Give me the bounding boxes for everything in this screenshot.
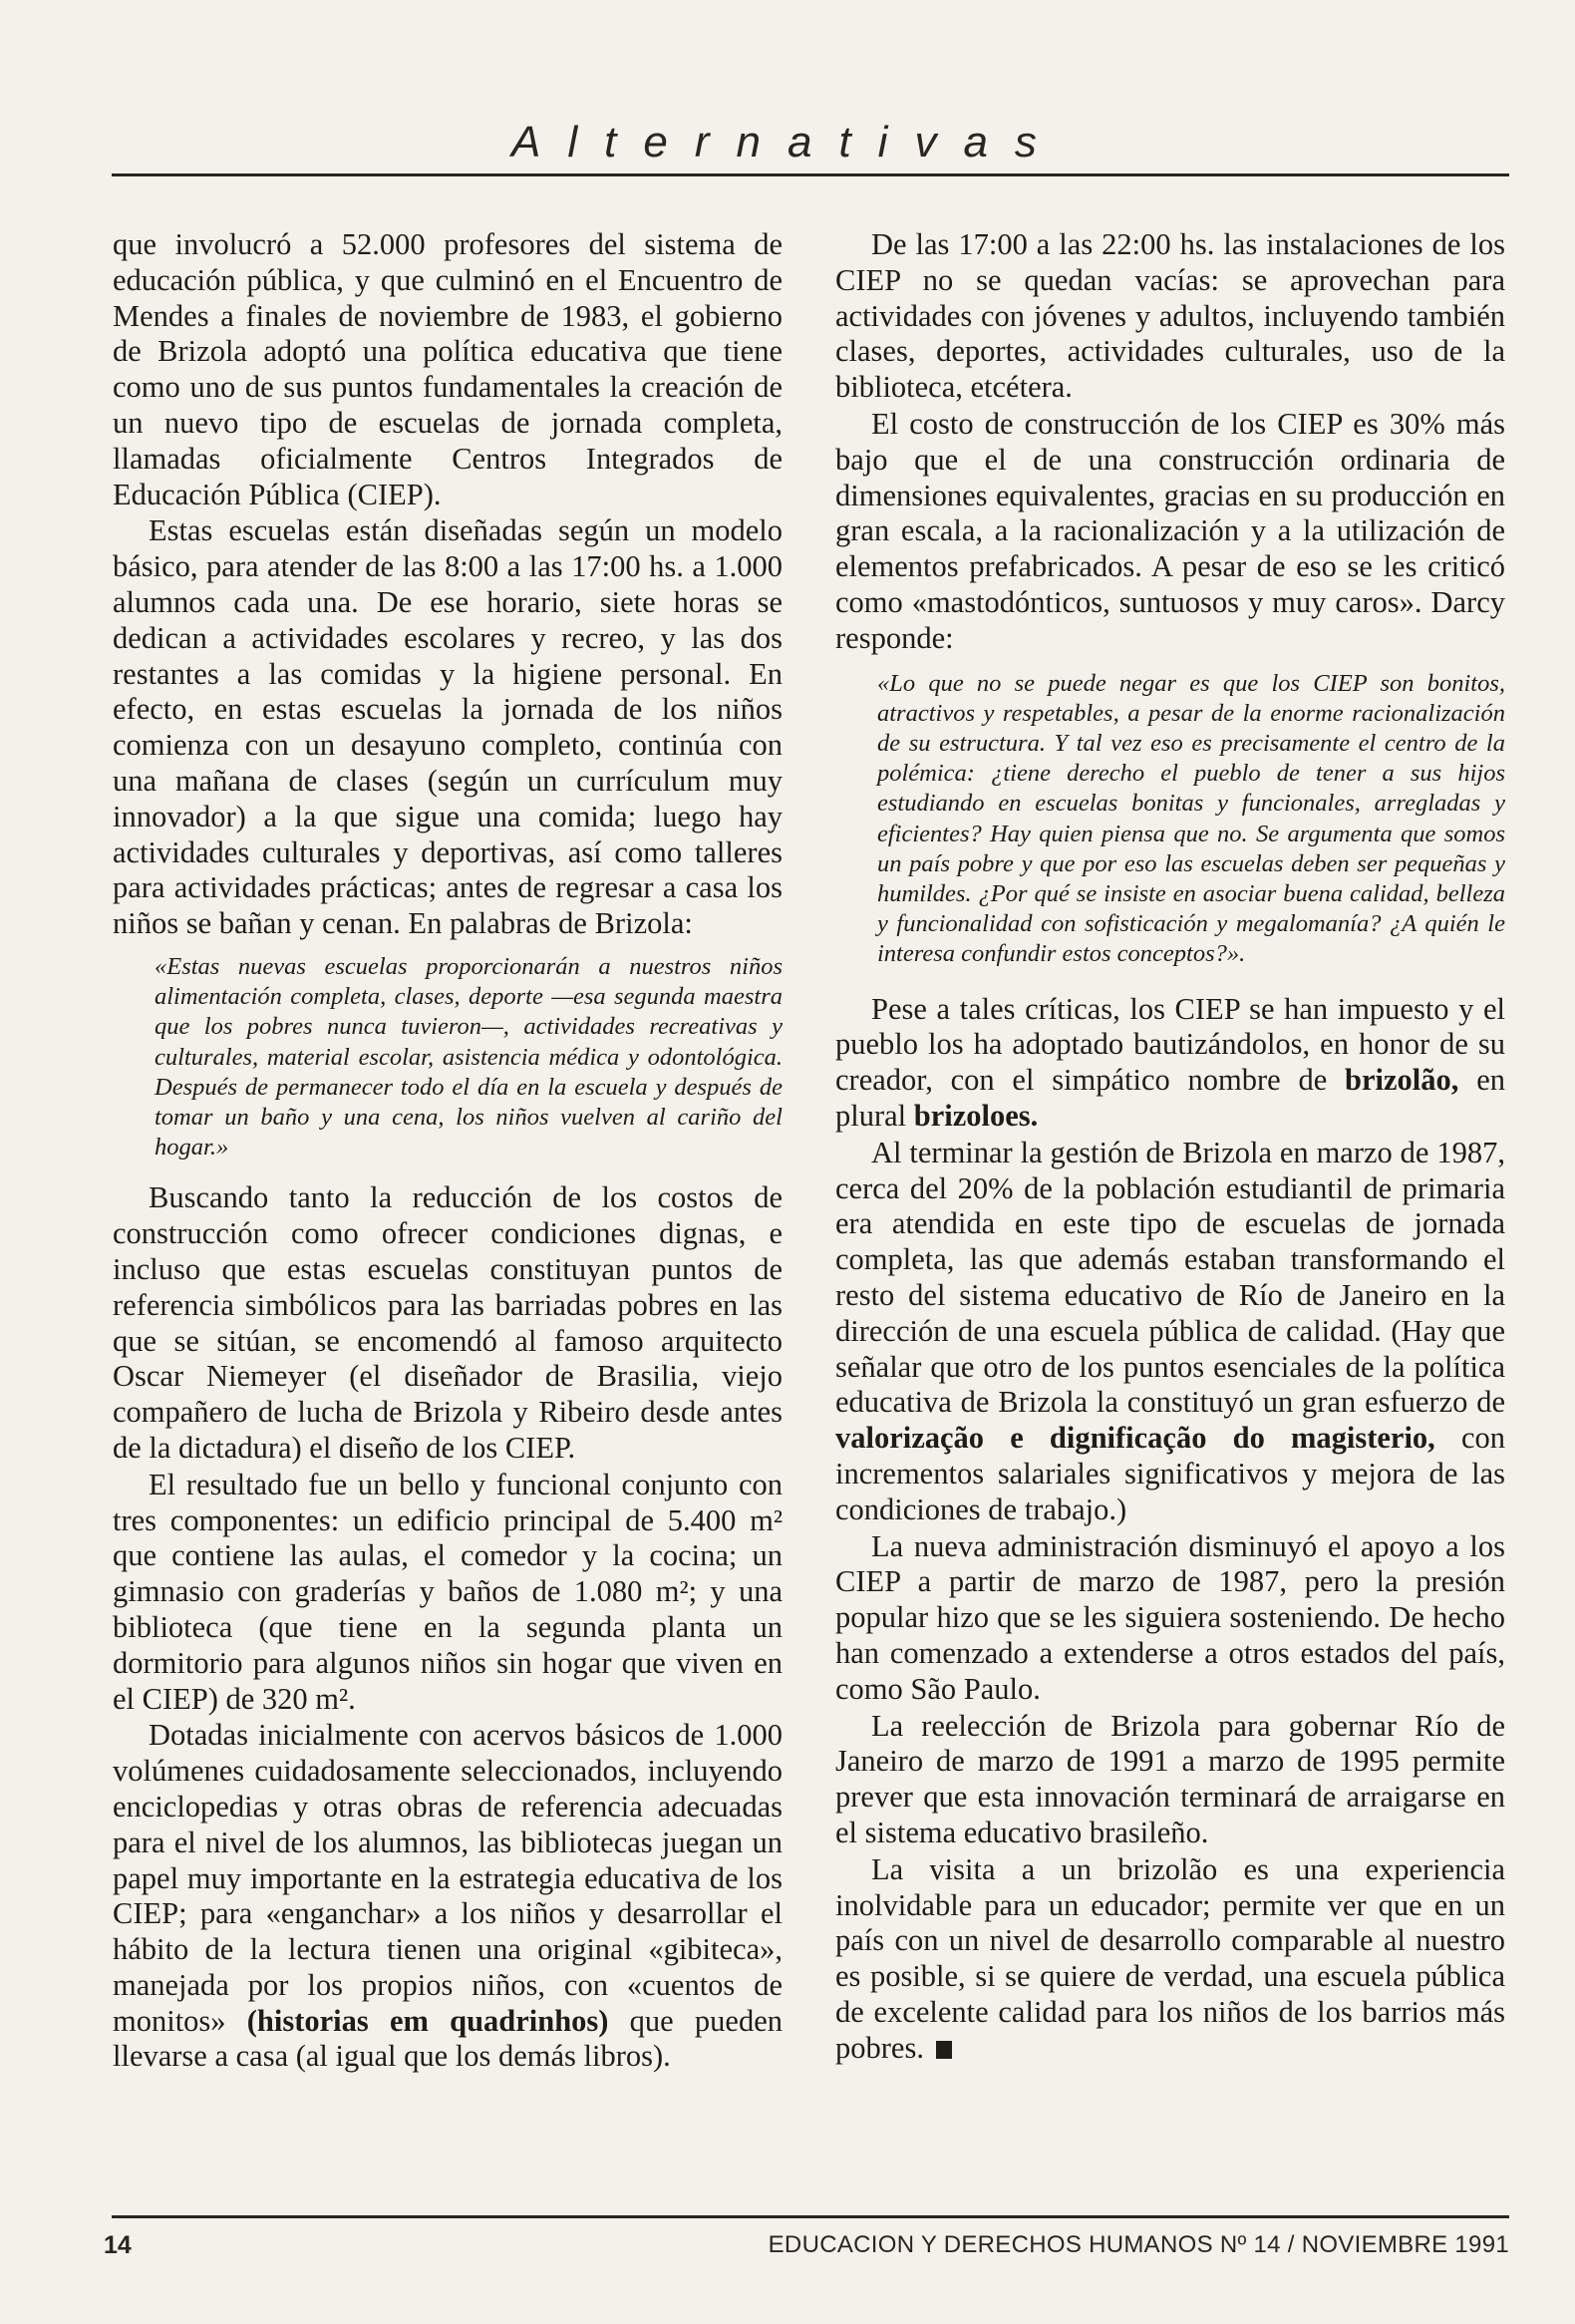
paragraph	[835, 1136, 1505, 1528]
paragraph	[113, 1718, 783, 2075]
text-run: Dotadas inicialmente con acervos básicos de 1.000 volúmenes cuidadosamente seleccionados, incluyendo enciclopedias y otras obras de referencia adecuadas para el nivel de los alumnos, las bibliotecas juegan un papel muy importante en la estrategia educativa de los CIEP; para «enganchar» a los niños y desarrollar el hábito de la lectura tienen una original «gibiteca», manejada por los propios niños, con «cuentos de monitos»	[113, 1718, 783, 2038]
paragraph	[835, 1852, 1505, 2067]
footer-rule	[112, 2215, 1509, 2218]
paragraph	[835, 992, 1505, 1135]
paragraph: El costo de construcción de los CIEP es 30% más bajo que el de una construcción ordinaria de dimensiones equivalentes, gracias en su producción en gran escala, a la racionalización y a la utilización de elementos prefabricados. A pesar de eso se les criticó como «mastodónticos, suntuosos y muy caros». Darcy responde:	[835, 406, 1505, 655]
paragraph: que involucró a 52.000 profesores del sistema de educación pública, y que culminó en el Encuentro de Mendes a finales de noviembre de 1983, el gobierno de Brizola adoptó una política educativa que tiene como uno de sus puntos fundamentales la creación de un nuevo tipo de escuelas de jornada completa, llamadas oficialmente Centros Integrados de Educación Pública (CIEP).	[113, 227, 783, 511]
text-run: Al terminar la gestión de Brizola en marzo de 1987, cerca del 20% de la población estudiantil de primaria era atendida en este tipo de escuelas de jornada completa, las que además estaban transformando el resto del sistema educativo de Río de Janeiro en la dirección de una escuela pública de calidad. (Hay que señalar que otro de los puntos esenciales de la política educativa de Brizola la constituyó un gran esfuerzo de	[835, 1135, 1505, 1420]
paragraph: La reelección de Brizola para gobernar Río de Janeiro de marzo de 1991 a marzo de 1995 permite prever que esta innovación terminará de arraigarse en el sistema educativo brasileño.	[835, 1708, 1505, 1849]
paragraph: Buscando tanto la reducción de los costos de construcción como ofrecer condiciones dignas, e incluso que estas escuelas constituyan puntos de referencia simbólicos para las barriadas pobres en las que se sitúan, se encomendó al famoso arquitecto Oscar Niemeyer (el diseñador de Brasilia, viejo compañero de lucha de Brizola y Ribeiro desde antes de la dictadura) el diseño de los CIEP.	[113, 1180, 783, 1465]
text-run: que pueden llevarse a casa (al igual que los demás libros).	[113, 2003, 783, 2074]
running-title: Alternativas	[511, 118, 1064, 166]
journal-footer: EDUCACION Y DERECHOS HUMANOS Nº 14 / NOVIEMBRE 1991	[768, 2231, 1509, 2258]
portuguese-term: (historias em quadrinhos)	[246, 2003, 609, 2038]
portuguese-term: valorização e dignificação do magisterio,	[835, 1421, 1435, 1456]
paragraph: De las 17:00 a las 22:00 hs. las instalaciones de los CIEP no se quedan vacías: se aprovechan para actividades con jóvenes y adultos, incluyendo también clases, deportes, actividades culturales, uso de la biblioteca, etcétera.	[835, 227, 1505, 405]
text-run: con incrementos salariales significativos y mejora de las condiciones de trabajo.)	[835, 1421, 1505, 1526]
paragraph: La nueva administración disminuyó el apoyo a los CIEP a partir de marzo de 1987, pero la presión popular hizo que se les siguiera sosteniendo. De hecho han comenzado a extenderse a otros estados del país, como São Paulo.	[835, 1528, 1505, 1706]
portuguese-term: brizoloes.	[913, 1098, 1039, 1133]
paragraph: Estas escuelas están diseñadas según un modelo básico, para atender de las 8:00 a las 17:00 hs. a 1.000 alumnos cada una. De ese horario, siete horas se dedican a actividades escolares y recreo, y las dos restantes a las comidas y la higiene personal. En efecto, en estas escuelas la jornada de los niños comienza con un desayuno completo, continúa con una mañana de clases (según un currículum muy innovador) a la que sigue una comida; luego hay actividades culturales y deportivas, así como talleres para actividades prácticas; antes de regresar a casa los niños se bañan y cenan. En palabras de Brizola:	[113, 513, 783, 941]
text-run: La visita a un brizolão es una experiencia inolvidable para un educador; permite ver que en un país con un nivel de desarrollo comparable al nuestro es posible, si se quiere de verdad, una escuela pública de excelente calidad para los niños de los barrios más pobres.	[835, 1851, 1505, 2065]
right-column	[835, 227, 1505, 2068]
paragraph: El resultado fue un bello y funcional conjunto con tres componentes: un edificio principal de 5.400 m² que contiene las aulas, el comedor y la cocina; un gimnasio con graderías y baños de 1.080 m²; y una biblioteca (que tiene en la segunda planta un dormitorio para algunos niños sin hogar que viven en el CIEP) de 320 m².	[113, 1467, 783, 1716]
portuguese-term: brizolão,	[1345, 1063, 1459, 1098]
block-quote: «Lo que no se puede negar es que los CIEP son bonitos, atractivos y respetables, a pesar de la enorme racionalización de su estructura. Y tal vez eso es precisamente el centro de la polémica: ¿tiene derecho el pueblo de tener a sus hijos estudiando en escuelas bonitas y funcionales, arregladas y eficientes? Hay quien piensa que no. Se argumenta que somos un país pobre y que por eso las escuelas deben ser pequeñas y humildes. ¿Por qué se insiste en asociar buena calidad, belleza y funcionalidad con sofisticación y megalomanía? ¿A quién le interesa confundir estos conceptos?».	[877, 669, 1505, 968]
page-number: 14	[104, 2231, 132, 2259]
block-quote: «Estas nuevas escuelas proporcionarán a nuestros niños alimentación completa, clases, deporte —esa segunda maestra que los pobres nunca tuvieron—, actividades recreativas y culturales, material escolar, asistencia médica y odontológica. Después de permanecer todo el día en la escuela y después de tomar un baño y una cena, los niños vuelven al cariño del hogar.»	[155, 952, 783, 1162]
text-run: en plural	[835, 1063, 1505, 1133]
end-of-article-icon	[936, 2041, 952, 2059]
left-column	[113, 227, 783, 2076]
header-rule	[112, 173, 1509, 176]
text-run: Pese a tales críticas, los CIEP se han impuesto y el pueblo los ha adoptado bautizándolos, en honor de su creador, con el simpático nombre de	[835, 991, 1505, 1098]
